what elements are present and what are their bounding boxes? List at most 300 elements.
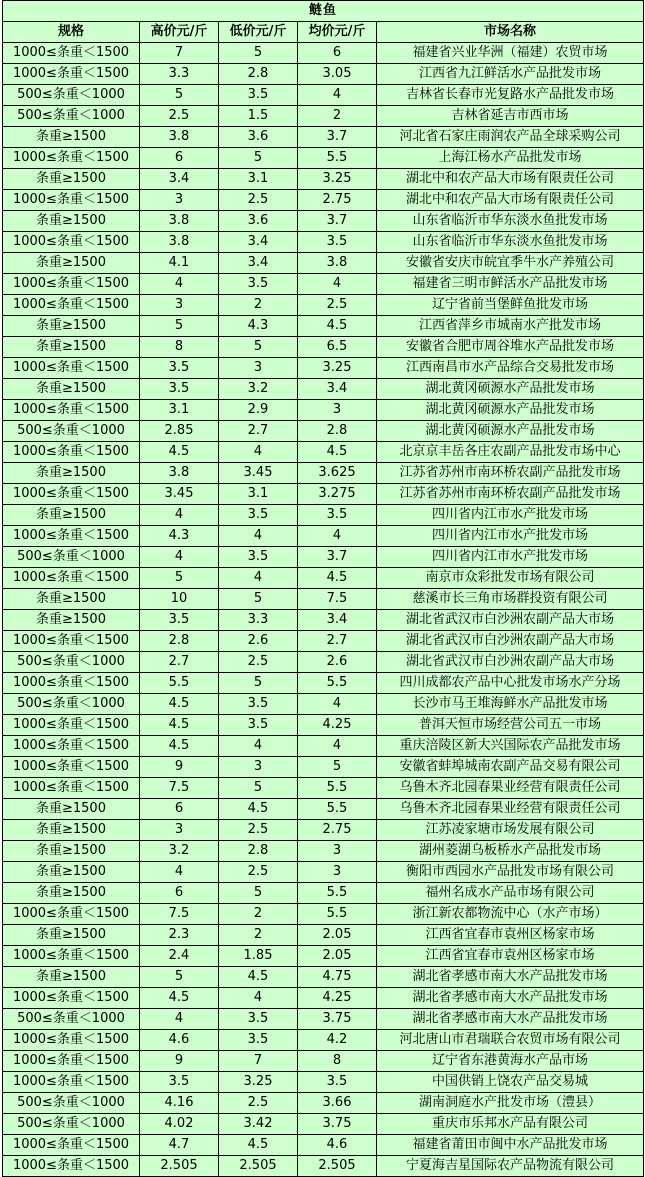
- cell-spec: 1000≤条重＜1500: [3, 568, 140, 589]
- cell-spec: 条重≥1500: [3, 862, 140, 883]
- cell-low-price: 3.4: [219, 232, 298, 253]
- cell-low-price: 2: [219, 295, 298, 316]
- table-row: [3, 631, 644, 652]
- cell-avg-price: 3.4: [298, 379, 377, 400]
- cell-low-price: 3.4: [219, 253, 298, 274]
- cell-high-price: 6: [140, 799, 219, 820]
- cell-spec: 1000≤条重＜1500: [3, 1051, 140, 1072]
- cell-high-price: 7.5: [140, 904, 219, 925]
- table-row: [3, 904, 644, 925]
- header-avg-price: 均价元/斤: [298, 22, 377, 43]
- cell-market-name: 江西省宜春市袁州区杨家市场: [377, 925, 644, 946]
- cell-low-price: 3.6: [219, 211, 298, 232]
- cell-avg-price: 2.75: [298, 820, 377, 841]
- table-row: [3, 694, 644, 715]
- table-row: [3, 85, 644, 106]
- table-row: [3, 673, 644, 694]
- table-row: [3, 400, 644, 421]
- cell-spec: 条重≥1500: [3, 883, 140, 904]
- table-row: [3, 1093, 644, 1114]
- cell-low-price: 3.1: [219, 169, 298, 190]
- table-row: [3, 841, 644, 862]
- cell-avg-price: 4: [298, 694, 377, 715]
- cell-spec: 1000≤条重＜1500: [3, 673, 140, 694]
- cell-spec: 条重≥1500: [3, 589, 140, 610]
- cell-avg-price: 3.5: [298, 1072, 377, 1093]
- cell-avg-price: 4.5: [298, 316, 377, 337]
- cell-market-name: 湖北省孝感市南大水产品批发市场: [377, 1009, 644, 1030]
- cell-spec: 1000≤条重＜1500: [3, 358, 140, 379]
- table-row: [3, 463, 644, 484]
- cell-spec: 1000≤条重＜1500: [3, 190, 140, 211]
- cell-market-name: 湖北中和农产品大市场有限责任公司: [377, 169, 644, 190]
- cell-avg-price: 3.7: [298, 211, 377, 232]
- cell-spec: 500≤条重＜1000: [3, 106, 140, 127]
- cell-spec: 500≤条重＜1000: [3, 547, 140, 568]
- cell-market-name: 湖北省孝感市南大水产品批发市场: [377, 988, 644, 1009]
- cell-spec: 条重≥1500: [3, 505, 140, 526]
- cell-high-price: 3.4: [140, 169, 219, 190]
- cell-high-price: 8: [140, 337, 219, 358]
- cell-market-name: 江西南昌市水产品综合交易批发市场: [377, 358, 644, 379]
- table-row: [3, 526, 644, 547]
- cell-high-price: 4.16: [140, 1093, 219, 1114]
- cell-high-price: 4.5: [140, 442, 219, 463]
- cell-high-price: 2.85: [140, 421, 219, 442]
- cell-high-price: 3: [140, 295, 219, 316]
- cell-high-price: 7.5: [140, 778, 219, 799]
- cell-market-name: 山东省临沂市华东淡水鱼批发市场: [377, 232, 644, 253]
- cell-high-price: 3.3: [140, 64, 219, 85]
- cell-spec: 条重≥1500: [3, 316, 140, 337]
- cell-high-price: 4.1: [140, 253, 219, 274]
- cell-low-price: 2.6: [219, 631, 298, 652]
- cell-low-price: 5: [219, 778, 298, 799]
- cell-spec: 条重≥1500: [3, 169, 140, 190]
- cell-avg-price: 3.75: [298, 1114, 377, 1135]
- cell-low-price: 2.505: [219, 1156, 298, 1177]
- table-title: 鲢鱼: [3, 1, 644, 22]
- cell-avg-price: 5.5: [298, 883, 377, 904]
- cell-spec: 条重≥1500: [3, 610, 140, 631]
- cell-low-price: 4.5: [219, 967, 298, 988]
- table-row: [3, 883, 644, 904]
- cell-avg-price: 4: [298, 736, 377, 757]
- cell-avg-price: 8: [298, 1051, 377, 1072]
- cell-spec: 1000≤条重＜1500: [3, 904, 140, 925]
- cell-market-name: 重庆涪陵区新大兴国际农产品批发市场: [377, 736, 644, 757]
- cell-low-price: 2.5: [219, 1093, 298, 1114]
- cell-high-price: 4: [140, 274, 219, 295]
- cell-low-price: 4: [219, 736, 298, 757]
- cell-high-price: 4.5: [140, 694, 219, 715]
- cell-market-name: 江苏省苏州市南环桥农副产品批发市场: [377, 484, 644, 505]
- cell-low-price: 4.5: [219, 1135, 298, 1156]
- cell-spec: 1000≤条重＜1500: [3, 400, 140, 421]
- cell-spec: 1000≤条重＜1500: [3, 442, 140, 463]
- cell-high-price: 4.02: [140, 1114, 219, 1135]
- cell-high-price: 4.7: [140, 1135, 219, 1156]
- cell-high-price: 3.8: [140, 232, 219, 253]
- cell-avg-price: 3: [298, 862, 377, 883]
- cell-market-name: 普洱天恒市场经营公司五一市场: [377, 715, 644, 736]
- cell-low-price: 5: [219, 673, 298, 694]
- cell-avg-price: 2.05: [298, 946, 377, 967]
- cell-market-name: 福建省兴业华洲（福建）农贸市场: [377, 43, 644, 64]
- cell-low-price: 3.45: [219, 463, 298, 484]
- cell-high-price: 3: [140, 190, 219, 211]
- cell-market-name: 安徽省安庆市皖宜季牛水产养殖公司: [377, 253, 644, 274]
- cell-low-price: 4: [219, 442, 298, 463]
- header-low-price: 低价元/斤: [219, 22, 298, 43]
- cell-market-name: 江西省九江鲜活水产品批发市场: [377, 64, 644, 85]
- cell-high-price: 2.5: [140, 106, 219, 127]
- cell-low-price: 5: [219, 883, 298, 904]
- cell-low-price: 2.7: [219, 421, 298, 442]
- cell-market-name: 湖南洞庭水产批发市场（澧县）: [377, 1093, 644, 1114]
- table-row: [3, 1072, 644, 1093]
- table-row: [3, 1135, 644, 1156]
- cell-avg-price: 3.75: [298, 1009, 377, 1030]
- cell-avg-price: 2.8: [298, 421, 377, 442]
- cell-high-price: 3: [140, 820, 219, 841]
- cell-spec: 1000≤条重＜1500: [3, 232, 140, 253]
- cell-spec: 条重≥1500: [3, 337, 140, 358]
- cell-market-name: 湖北省武汉市白沙洲农副产品大市场: [377, 631, 644, 652]
- cell-market-name: 吉林省长春市光复路水产品批发市场: [377, 85, 644, 106]
- cell-avg-price: 4: [298, 274, 377, 295]
- cell-low-price: 3.5: [219, 694, 298, 715]
- cell-avg-price: 4.6: [298, 1135, 377, 1156]
- cell-low-price: 7: [219, 1051, 298, 1072]
- table-row: [3, 421, 644, 442]
- table-row: [3, 1030, 644, 1051]
- cell-market-name: 福州名成水产品市场有限公司: [377, 883, 644, 904]
- cell-avg-price: 2: [298, 106, 377, 127]
- table-row: [3, 946, 644, 967]
- cell-high-price: 6: [140, 883, 219, 904]
- cell-spec: 1000≤条重＜1500: [3, 484, 140, 505]
- cell-high-price: 4.5: [140, 736, 219, 757]
- cell-avg-price: 3.66: [298, 1093, 377, 1114]
- cell-avg-price: 4.75: [298, 967, 377, 988]
- table-row: [3, 736, 644, 757]
- cell-market-name: 浙江新农都物流中心（水产市场）: [377, 904, 644, 925]
- table-row: [3, 337, 644, 358]
- cell-spec: 1000≤条重＜1500: [3, 64, 140, 85]
- cell-avg-price: 3.7: [298, 547, 377, 568]
- table-row: [3, 610, 644, 631]
- cell-avg-price: 6: [298, 43, 377, 64]
- cell-spec: 1000≤条重＜1500: [3, 1030, 140, 1051]
- table-row: [3, 925, 644, 946]
- cell-avg-price: 3.8: [298, 253, 377, 274]
- cell-high-price: 7: [140, 43, 219, 64]
- table-row: [3, 190, 644, 211]
- table-row: [3, 442, 644, 463]
- cell-market-name: 四川省内江市水产批发市场: [377, 547, 644, 568]
- cell-avg-price: 5: [298, 757, 377, 778]
- cell-avg-price: 3: [298, 400, 377, 421]
- header-row: [3, 22, 644, 43]
- cell-low-price: 3.42: [219, 1114, 298, 1135]
- cell-market-name: 江苏凌家塘市场发展有限公司: [377, 820, 644, 841]
- cell-high-price: 3.5: [140, 358, 219, 379]
- cell-avg-price: 3.7: [298, 127, 377, 148]
- cell-spec: 1000≤条重＜1500: [3, 757, 140, 778]
- table-row: [3, 316, 644, 337]
- cell-avg-price: 4.25: [298, 715, 377, 736]
- cell-market-name: 上海江杨水产品批发市场: [377, 148, 644, 169]
- cell-low-price: 4.5: [219, 799, 298, 820]
- cell-low-price: 4: [219, 568, 298, 589]
- cell-low-price: 2: [219, 925, 298, 946]
- cell-low-price: 3.2: [219, 379, 298, 400]
- cell-market-name: 河北唐山市君瑞联合农贸市场有限公司: [377, 1030, 644, 1051]
- table-row: [3, 1009, 644, 1030]
- cell-low-price: 3.5: [219, 85, 298, 106]
- header-spec: 规格: [3, 22, 140, 43]
- cell-market-name: 重庆市乐邦水产品有限公司: [377, 1114, 644, 1135]
- cell-avg-price: 6.5: [298, 337, 377, 358]
- cell-market-name: 辽宁省前当堡鲜鱼批发市场: [377, 295, 644, 316]
- cell-market-name: 湖北省武汉市白沙洲农副产品大市场: [377, 652, 644, 673]
- cell-high-price: 4.5: [140, 715, 219, 736]
- cell-high-price: 3.1: [140, 400, 219, 421]
- table-row: [3, 967, 644, 988]
- cell-avg-price: 3.25: [298, 169, 377, 190]
- cell-avg-price: 2.75: [298, 190, 377, 211]
- cell-high-price: 6: [140, 148, 219, 169]
- price-table-body: [3, 1, 644, 1177]
- cell-spec: 1000≤条重＜1500: [3, 148, 140, 169]
- cell-market-name: 江西省萍乡市城南水产批发市场: [377, 316, 644, 337]
- cell-market-name: 河北省石家庄雨润农产品全球采购公司: [377, 127, 644, 148]
- cell-market-name: 湖北中和农产品大市场有限责任公司: [377, 190, 644, 211]
- cell-spec: 条重≥1500: [3, 841, 140, 862]
- cell-high-price: 4: [140, 1009, 219, 1030]
- cell-spec: 1000≤条重＜1500: [3, 715, 140, 736]
- cell-spec: 1000≤条重＜1500: [3, 43, 140, 64]
- table-row: [3, 652, 644, 673]
- cell-low-price: 5: [219, 589, 298, 610]
- cell-market-name: 辽宁省东港黄海水产品市场: [377, 1051, 644, 1072]
- cell-spec: 1000≤条重＜1500: [3, 778, 140, 799]
- cell-market-name: 湖北黄冈硕源水产品批发市场: [377, 421, 644, 442]
- cell-avg-price: 4.5: [298, 568, 377, 589]
- cell-high-price: 3.8: [140, 127, 219, 148]
- cell-avg-price: 2.7: [298, 631, 377, 652]
- cell-low-price: 5: [219, 337, 298, 358]
- table-row: [3, 715, 644, 736]
- table-row: [3, 778, 644, 799]
- cell-market-name: 福建省三明市鲜活水产品批发市场: [377, 274, 644, 295]
- cell-low-price: 4: [219, 988, 298, 1009]
- cell-avg-price: 5.5: [298, 673, 377, 694]
- cell-high-price: 5.5: [140, 673, 219, 694]
- cell-spec: 1000≤条重＜1500: [3, 1072, 140, 1093]
- cell-spec: 1000≤条重＜1500: [3, 1135, 140, 1156]
- cell-high-price: 5: [140, 967, 219, 988]
- cell-low-price: 3.5: [219, 547, 298, 568]
- cell-high-price: 3.8: [140, 463, 219, 484]
- table-row: [3, 211, 644, 232]
- cell-market-name: 湖州菱湖乌板桥水产品批发市场: [377, 841, 644, 862]
- cell-low-price: 3: [219, 757, 298, 778]
- cell-avg-price: 5.5: [298, 799, 377, 820]
- cell-avg-price: 5.5: [298, 148, 377, 169]
- cell-spec: 1000≤条重＜1500: [3, 631, 140, 652]
- cell-low-price: 2.5: [219, 862, 298, 883]
- cell-high-price: 5: [140, 568, 219, 589]
- table-row: [3, 589, 644, 610]
- cell-avg-price: 3.5: [298, 505, 377, 526]
- cell-spec: 500≤条重＜1000: [3, 1114, 140, 1135]
- cell-high-price: 5: [140, 85, 219, 106]
- cell-market-name: 湖北省孝感市南大水产品批发市场: [377, 967, 644, 988]
- price-table: [2, 0, 644, 1177]
- cell-market-name: 湖北黄冈硕源水产品批发市场: [377, 379, 644, 400]
- cell-spec: 条重≥1500: [3, 253, 140, 274]
- cell-low-price: 3.25: [219, 1072, 298, 1093]
- cell-avg-price: 2.505: [298, 1156, 377, 1177]
- cell-low-price: 4: [219, 526, 298, 547]
- header-high-price: 高价元/斤: [140, 22, 219, 43]
- cell-low-price: 2.5: [219, 190, 298, 211]
- header-market-name: 市场名称: [377, 22, 644, 43]
- cell-high-price: 2.8: [140, 631, 219, 652]
- cell-spec: 500≤条重＜1000: [3, 1009, 140, 1030]
- table-row: [3, 568, 644, 589]
- cell-market-name: 四川省内江市水产批发市场: [377, 505, 644, 526]
- cell-high-price: 2.505: [140, 1156, 219, 1177]
- cell-spec: 500≤条重＜1000: [3, 1093, 140, 1114]
- table-row: [3, 127, 644, 148]
- table-row: [3, 358, 644, 379]
- cell-market-name: 福建省莆田市闽中水产品批发市场: [377, 1135, 644, 1156]
- cell-high-price: 2.3: [140, 925, 219, 946]
- cell-high-price: 4.5: [140, 988, 219, 1009]
- cell-high-price: 3.45: [140, 484, 219, 505]
- cell-market-name: 乌鲁木齐北园春果业经营有限责任公司: [377, 778, 644, 799]
- cell-avg-price: 5.5: [298, 904, 377, 925]
- cell-low-price: 4.3: [219, 316, 298, 337]
- cell-spec: 条重≥1500: [3, 463, 140, 484]
- cell-low-price: 3.6: [219, 127, 298, 148]
- cell-spec: 条重≥1500: [3, 820, 140, 841]
- cell-spec: 1000≤条重＜1500: [3, 988, 140, 1009]
- table-row: [3, 1114, 644, 1135]
- cell-high-price: 10: [140, 589, 219, 610]
- cell-low-price: 2: [219, 904, 298, 925]
- cell-high-price: 4.3: [140, 526, 219, 547]
- table-row: [3, 757, 644, 778]
- cell-spec: 条重≥1500: [3, 379, 140, 400]
- cell-avg-price: 2.05: [298, 925, 377, 946]
- cell-high-price: 3.8: [140, 211, 219, 232]
- cell-low-price: 5: [219, 43, 298, 64]
- table-row: [3, 547, 644, 568]
- cell-low-price: 5: [219, 148, 298, 169]
- cell-market-name: 安徽省合肥市周谷堆水产品批发市场: [377, 337, 644, 358]
- cell-spec: 1000≤条重＜1500: [3, 526, 140, 547]
- cell-avg-price: 3.625: [298, 463, 377, 484]
- cell-high-price: 2.4: [140, 946, 219, 967]
- cell-high-price: 4: [140, 547, 219, 568]
- cell-high-price: 3.2: [140, 841, 219, 862]
- cell-high-price: 9: [140, 1051, 219, 1072]
- table-row: [3, 232, 644, 253]
- cell-spec: 条重≥1500: [3, 799, 140, 820]
- table-row: [3, 295, 644, 316]
- cell-avg-price: 4.25: [298, 988, 377, 1009]
- cell-high-price: 3.5: [140, 1072, 219, 1093]
- table-row: [3, 43, 644, 64]
- cell-market-name: 慈溪市长三角市场群投资有限公司: [377, 589, 644, 610]
- cell-market-name: 四川省内江市水产批发市场: [377, 526, 644, 547]
- cell-spec: 500≤条重＜1000: [3, 694, 140, 715]
- cell-spec: 1000≤条重＜1500: [3, 295, 140, 316]
- table-row: [3, 820, 644, 841]
- cell-spec: 500≤条重＜1000: [3, 652, 140, 673]
- cell-low-price: 2.5: [219, 820, 298, 841]
- table-row: [3, 253, 644, 274]
- cell-market-name: 乌鲁木齐北园春果业经营有限责任公司: [377, 799, 644, 820]
- cell-avg-price: 2.6: [298, 652, 377, 673]
- cell-high-price: 5: [140, 316, 219, 337]
- cell-market-name: 北京京丰岳各庄农副产品批发市场中心: [377, 442, 644, 463]
- cell-market-name: 中国供销上饶农产品交易城: [377, 1072, 644, 1093]
- cell-avg-price: 7.5: [298, 589, 377, 610]
- cell-avg-price: 2.5: [298, 295, 377, 316]
- cell-low-price: 3.5: [219, 1009, 298, 1030]
- cell-market-name: 四川成都农产品中心批发市场水产分场: [377, 673, 644, 694]
- cell-low-price: 3.1: [219, 484, 298, 505]
- cell-market-name: 南京市众彩批发市场有限公司: [377, 568, 644, 589]
- table-row: [3, 988, 644, 1009]
- cell-low-price: 3.5: [219, 274, 298, 295]
- cell-low-price: 3.5: [219, 505, 298, 526]
- table-row: [3, 505, 644, 526]
- cell-low-price: 3: [219, 358, 298, 379]
- cell-high-price: 4: [140, 505, 219, 526]
- cell-avg-price: 5.5: [298, 778, 377, 799]
- cell-high-price: 4: [140, 862, 219, 883]
- table-row: [3, 148, 644, 169]
- cell-low-price: 1.85: [219, 946, 298, 967]
- cell-market-name: 湖北省武汉市白沙洲农副产品大市场: [377, 610, 644, 631]
- cell-avg-price: 4.2: [298, 1030, 377, 1051]
- table-row: [3, 64, 644, 85]
- cell-avg-price: 3.4: [298, 610, 377, 631]
- cell-spec: 1000≤条重＜1500: [3, 274, 140, 295]
- cell-low-price: 3.3: [219, 610, 298, 631]
- cell-market-name: 江苏省苏州市南环桥农副产品批发市场: [377, 463, 644, 484]
- table-row: [3, 799, 644, 820]
- cell-high-price: 4.6: [140, 1030, 219, 1051]
- cell-high-price: 3.5: [140, 379, 219, 400]
- cell-market-name: 吉林省延吉市西市场: [377, 106, 644, 127]
- cell-avg-price: 4: [298, 526, 377, 547]
- cell-avg-price: 3.5: [298, 232, 377, 253]
- cell-spec: 1000≤条重＜1500: [3, 946, 140, 967]
- table-row: [3, 379, 644, 400]
- cell-low-price: 1.5: [219, 106, 298, 127]
- cell-avg-price: 4: [298, 85, 377, 106]
- cell-avg-price: 3.25: [298, 358, 377, 379]
- cell-low-price: 2.5: [219, 652, 298, 673]
- cell-avg-price: 3.05: [298, 64, 377, 85]
